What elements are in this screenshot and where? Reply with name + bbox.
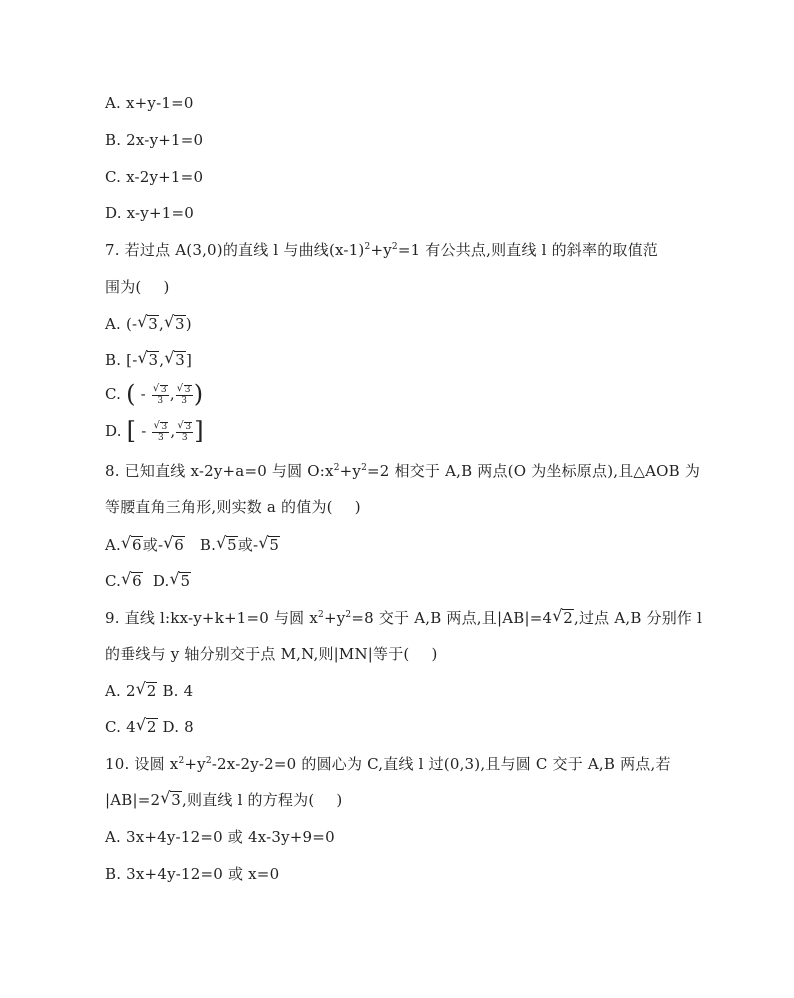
text: )	[336, 791, 343, 809]
text: ,则直线 l 的方程为(	[182, 791, 315, 809]
text: B. 4	[162, 682, 194, 700]
text: )	[185, 315, 192, 333]
sqrt	[122, 571, 143, 591]
text: 7. 若过点 A(3,0)的直线 l 与曲线(x-1)	[105, 241, 365, 259]
radicand: 3	[171, 791, 182, 809]
text: D. 8	[162, 718, 194, 736]
question-7-line-2	[105, 277, 170, 297]
fraction	[152, 422, 169, 443]
superscript: 2	[205, 756, 212, 766]
text: A.	[105, 536, 122, 554]
q8-options-cd	[105, 571, 191, 591]
sqrt	[164, 535, 185, 555]
option-text: B. 3x+4y-12=0 或 x=0	[105, 865, 280, 883]
text: A. 2	[105, 682, 136, 700]
text: D.	[152, 572, 170, 590]
option-text: C. x-2y+1=0	[105, 168, 204, 186]
radicand: 2	[146, 682, 157, 700]
text: 的垂线与 y 轴分别交于点 M,N,则|MN|等于(	[105, 645, 410, 663]
superscript: 2	[345, 610, 352, 620]
superscript: 2	[361, 463, 368, 473]
sqrt	[138, 314, 159, 334]
radicand: 5	[269, 536, 280, 554]
paren: )	[193, 380, 204, 408]
option-text: A. x+y-1=0	[105, 94, 194, 112]
text: B. [-	[105, 351, 138, 369]
denominator: 3	[157, 432, 164, 443]
radicand: 3	[148, 315, 159, 333]
bracket: [	[126, 417, 137, 445]
radicand: 3	[184, 384, 191, 395]
text: C.	[105, 385, 122, 403]
radicand: 5	[180, 572, 191, 590]
text: 10. 设圆 x	[105, 755, 179, 773]
text: C. 4	[105, 718, 136, 736]
minus: -	[141, 422, 147, 440]
comma: ,	[169, 385, 175, 403]
text: 围为(	[105, 278, 142, 296]
radicand: 3	[161, 421, 168, 432]
text: 8. 已知直线 x-2y+a=0 与圆 O:x	[105, 462, 334, 480]
sqrt	[217, 535, 238, 555]
text: +y	[184, 755, 206, 773]
fraction	[152, 385, 169, 406]
option-text: A. 3x+4y-12=0 或 4x-3y+9=0	[105, 828, 335, 846]
text: )	[354, 498, 361, 516]
fraction	[176, 385, 193, 406]
text: A. (-	[105, 315, 138, 333]
q7-option-c	[105, 380, 204, 408]
radicand: 3	[160, 384, 167, 395]
sqrt	[138, 350, 159, 370]
text: +y	[339, 462, 362, 480]
radicand: 6	[132, 536, 142, 554]
sqrt	[170, 571, 191, 591]
radicand: 2	[146, 718, 157, 736]
text: )	[163, 278, 170, 296]
text: ]	[185, 351, 193, 369]
text: B.	[199, 536, 217, 554]
question-8-line-2	[105, 497, 361, 517]
q7-option-d	[105, 417, 204, 445]
line-option-c	[105, 167, 203, 187]
paren: (	[126, 380, 136, 408]
superscript: 2	[178, 756, 185, 766]
text: +y	[323, 609, 346, 627]
radicand: 6	[174, 536, 184, 554]
q9-options-ab	[105, 681, 193, 701]
question-8-line-1	[105, 461, 700, 481]
q8-options-ab	[105, 535, 280, 555]
q7-option-b	[105, 350, 192, 370]
radicand: 3	[148, 351, 159, 369]
line-option-a	[105, 93, 194, 113]
superscript: 2	[318, 610, 324, 620]
minus: -	[140, 385, 146, 403]
comma: ,	[170, 422, 176, 440]
text: )	[431, 645, 438, 663]
sqrt	[122, 535, 143, 555]
text: ,	[159, 351, 165, 369]
line-option-d	[105, 203, 194, 223]
text: ,过点 A,B 分别作 l	[573, 609, 703, 627]
text: 等腰直角三角形,则实数 a 的值为(	[105, 498, 333, 516]
text: -2x-2y-2=0 的圆心为 C,直线 l 过(0,3),且与圆 C 交于 A,B 两点,若	[211, 755, 671, 773]
radicand: 5	[227, 536, 237, 554]
radicand: 3	[175, 315, 185, 333]
line-option-b	[105, 130, 203, 150]
radicand: 3	[175, 351, 185, 369]
text: +y	[370, 241, 392, 259]
sqrt	[161, 790, 182, 810]
superscript: 2	[333, 463, 340, 473]
q9-options-cd	[105, 717, 194, 737]
sqrt	[259, 535, 280, 555]
text: =1 有公共点,则直线 l 的斜率的取值范	[397, 241, 659, 259]
fraction	[176, 422, 193, 443]
question-10-line-2	[105, 790, 342, 810]
radicand: 2	[563, 609, 573, 627]
radicand: 6	[132, 572, 142, 590]
q7-option-a	[105, 314, 192, 334]
sqrt	[137, 717, 158, 737]
text: =8 交于 A,B 两点,且|AB|=4	[351, 609, 553, 627]
radicand: 3	[185, 421, 192, 432]
text: =2 相交于 A,B 两点(O 为坐标原点),且△AOB 为	[367, 462, 701, 480]
question-9-line-2	[105, 644, 438, 664]
superscript: 2	[364, 242, 371, 252]
text: ,	[159, 315, 165, 333]
text: 9. 直线 l:kx-y+k+1=0 与圆 x	[105, 609, 319, 627]
text: |AB|=2	[105, 791, 161, 809]
sqrt	[165, 350, 186, 370]
q10-option-b	[105, 864, 279, 884]
sqrt	[137, 681, 158, 701]
q10-option-a	[105, 827, 335, 847]
question-10-line-1	[105, 754, 671, 774]
denominator: 3	[157, 395, 164, 406]
superscript: 2	[391, 242, 398, 252]
text: C.	[105, 572, 122, 590]
option-text: B. 2x-y+1=0	[105, 131, 204, 149]
denominator: 3	[181, 432, 188, 443]
text: 或-	[237, 536, 259, 554]
bracket: ]	[194, 417, 204, 445]
text: D.	[105, 422, 122, 440]
denominator: 3	[181, 395, 188, 406]
sqrt	[553, 608, 574, 628]
question-7-line-1	[105, 240, 658, 260]
sqrt	[165, 314, 186, 334]
text: 或-	[142, 536, 164, 554]
question-9-line-1	[105, 608, 702, 628]
option-text: D. x-y+1=0	[105, 204, 194, 222]
